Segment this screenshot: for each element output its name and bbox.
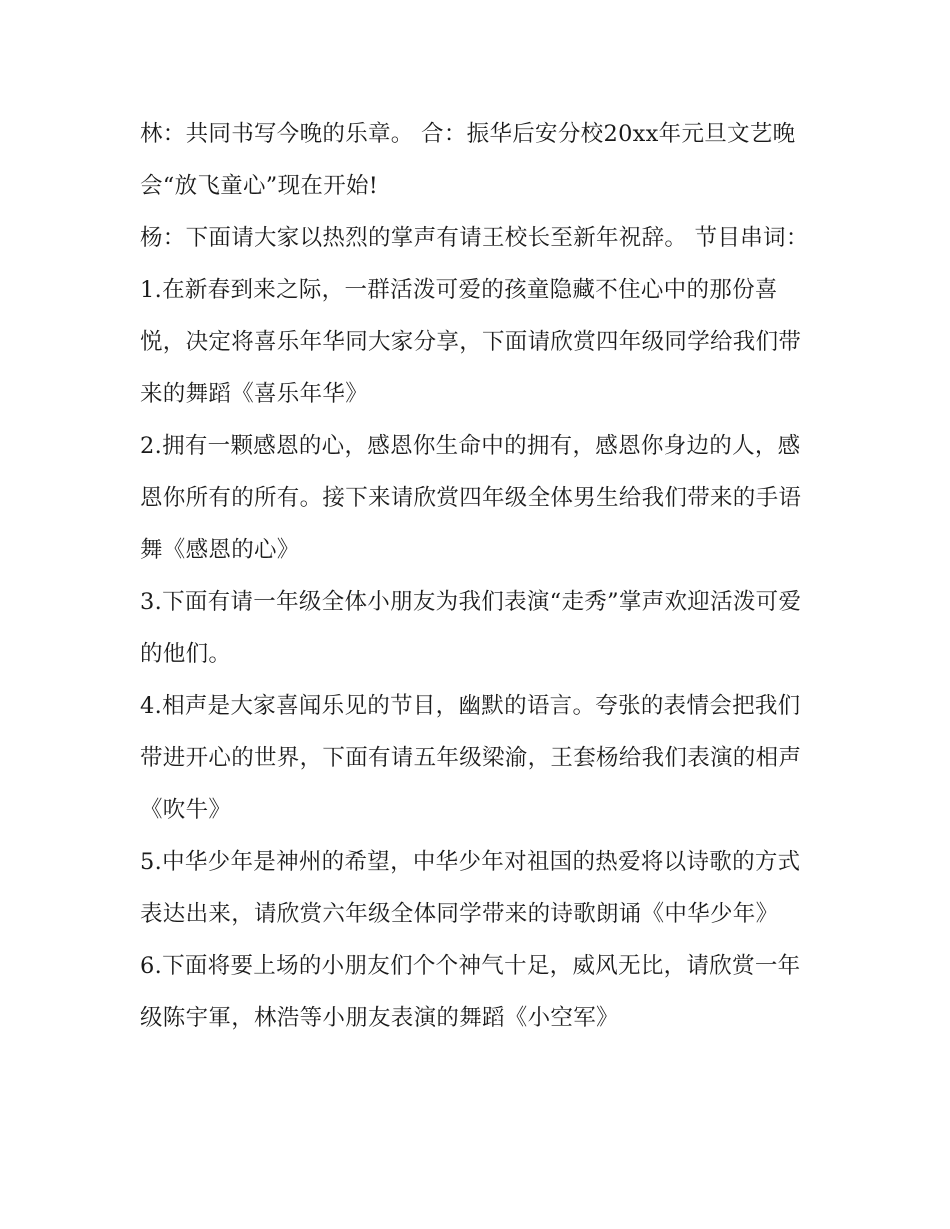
paragraph-opening: 林：共同书写今晚的乐章。 合：振华后安分校20xx年元旦文艺晚会“放飞童心”现在开始! <box>140 121 796 199</box>
document-body <box>140 108 816 1044</box>
paragraph-program-3: 3.下面有请一年级全体小朋友为我们表演“走秀”掌声欢迎活泼可爱的他们。 <box>140 589 802 667</box>
paragraph-program-2: 2.拥有一颗感恩的心，感恩你生命中的拥有，感恩你身边的人，感恩你所有的所有。接下来请欣赏四年级全体男生给我们带来的手语舞《感恩的心》 <box>140 433 802 563</box>
paragraph-program-4: 4.相声是大家喜闻乐见的节目，幽默的语言。夸张的表情会把我们带进开心的世界，下面有请五年级梁渝，王套杨给我们表演的相声《吹牛》 <box>140 693 802 823</box>
paragraph-program-6: 6.下面将要上场的小朋友们个个神气十足，威风无比，请欣赏一年级陈宇軍，林浩等小朋友表演的舞蹈《小空军》 <box>140 953 801 1031</box>
paragraph-program-5: 5.中华少年是神州的希望，中华少年对祖国的热爱将以诗歌的方式表达出来，请欣赏六年级全体同学带来的诗歌朗诵《中华少年》 <box>140 849 801 927</box>
paragraph-program-1: 1.在新春到来之际，一群活泼可爱的孩童隐藏不住心中的那份喜悦，决定将喜乐年华同大家分享，下面请欣赏四年级同学给我们带来的舞蹈《喜乐年华》 <box>140 277 802 407</box>
paragraph-principal-speech: 杨：下面请大家以热烈的掌声有请王校长至新年祝辞。 节目串词： <box>140 225 809 251</box>
